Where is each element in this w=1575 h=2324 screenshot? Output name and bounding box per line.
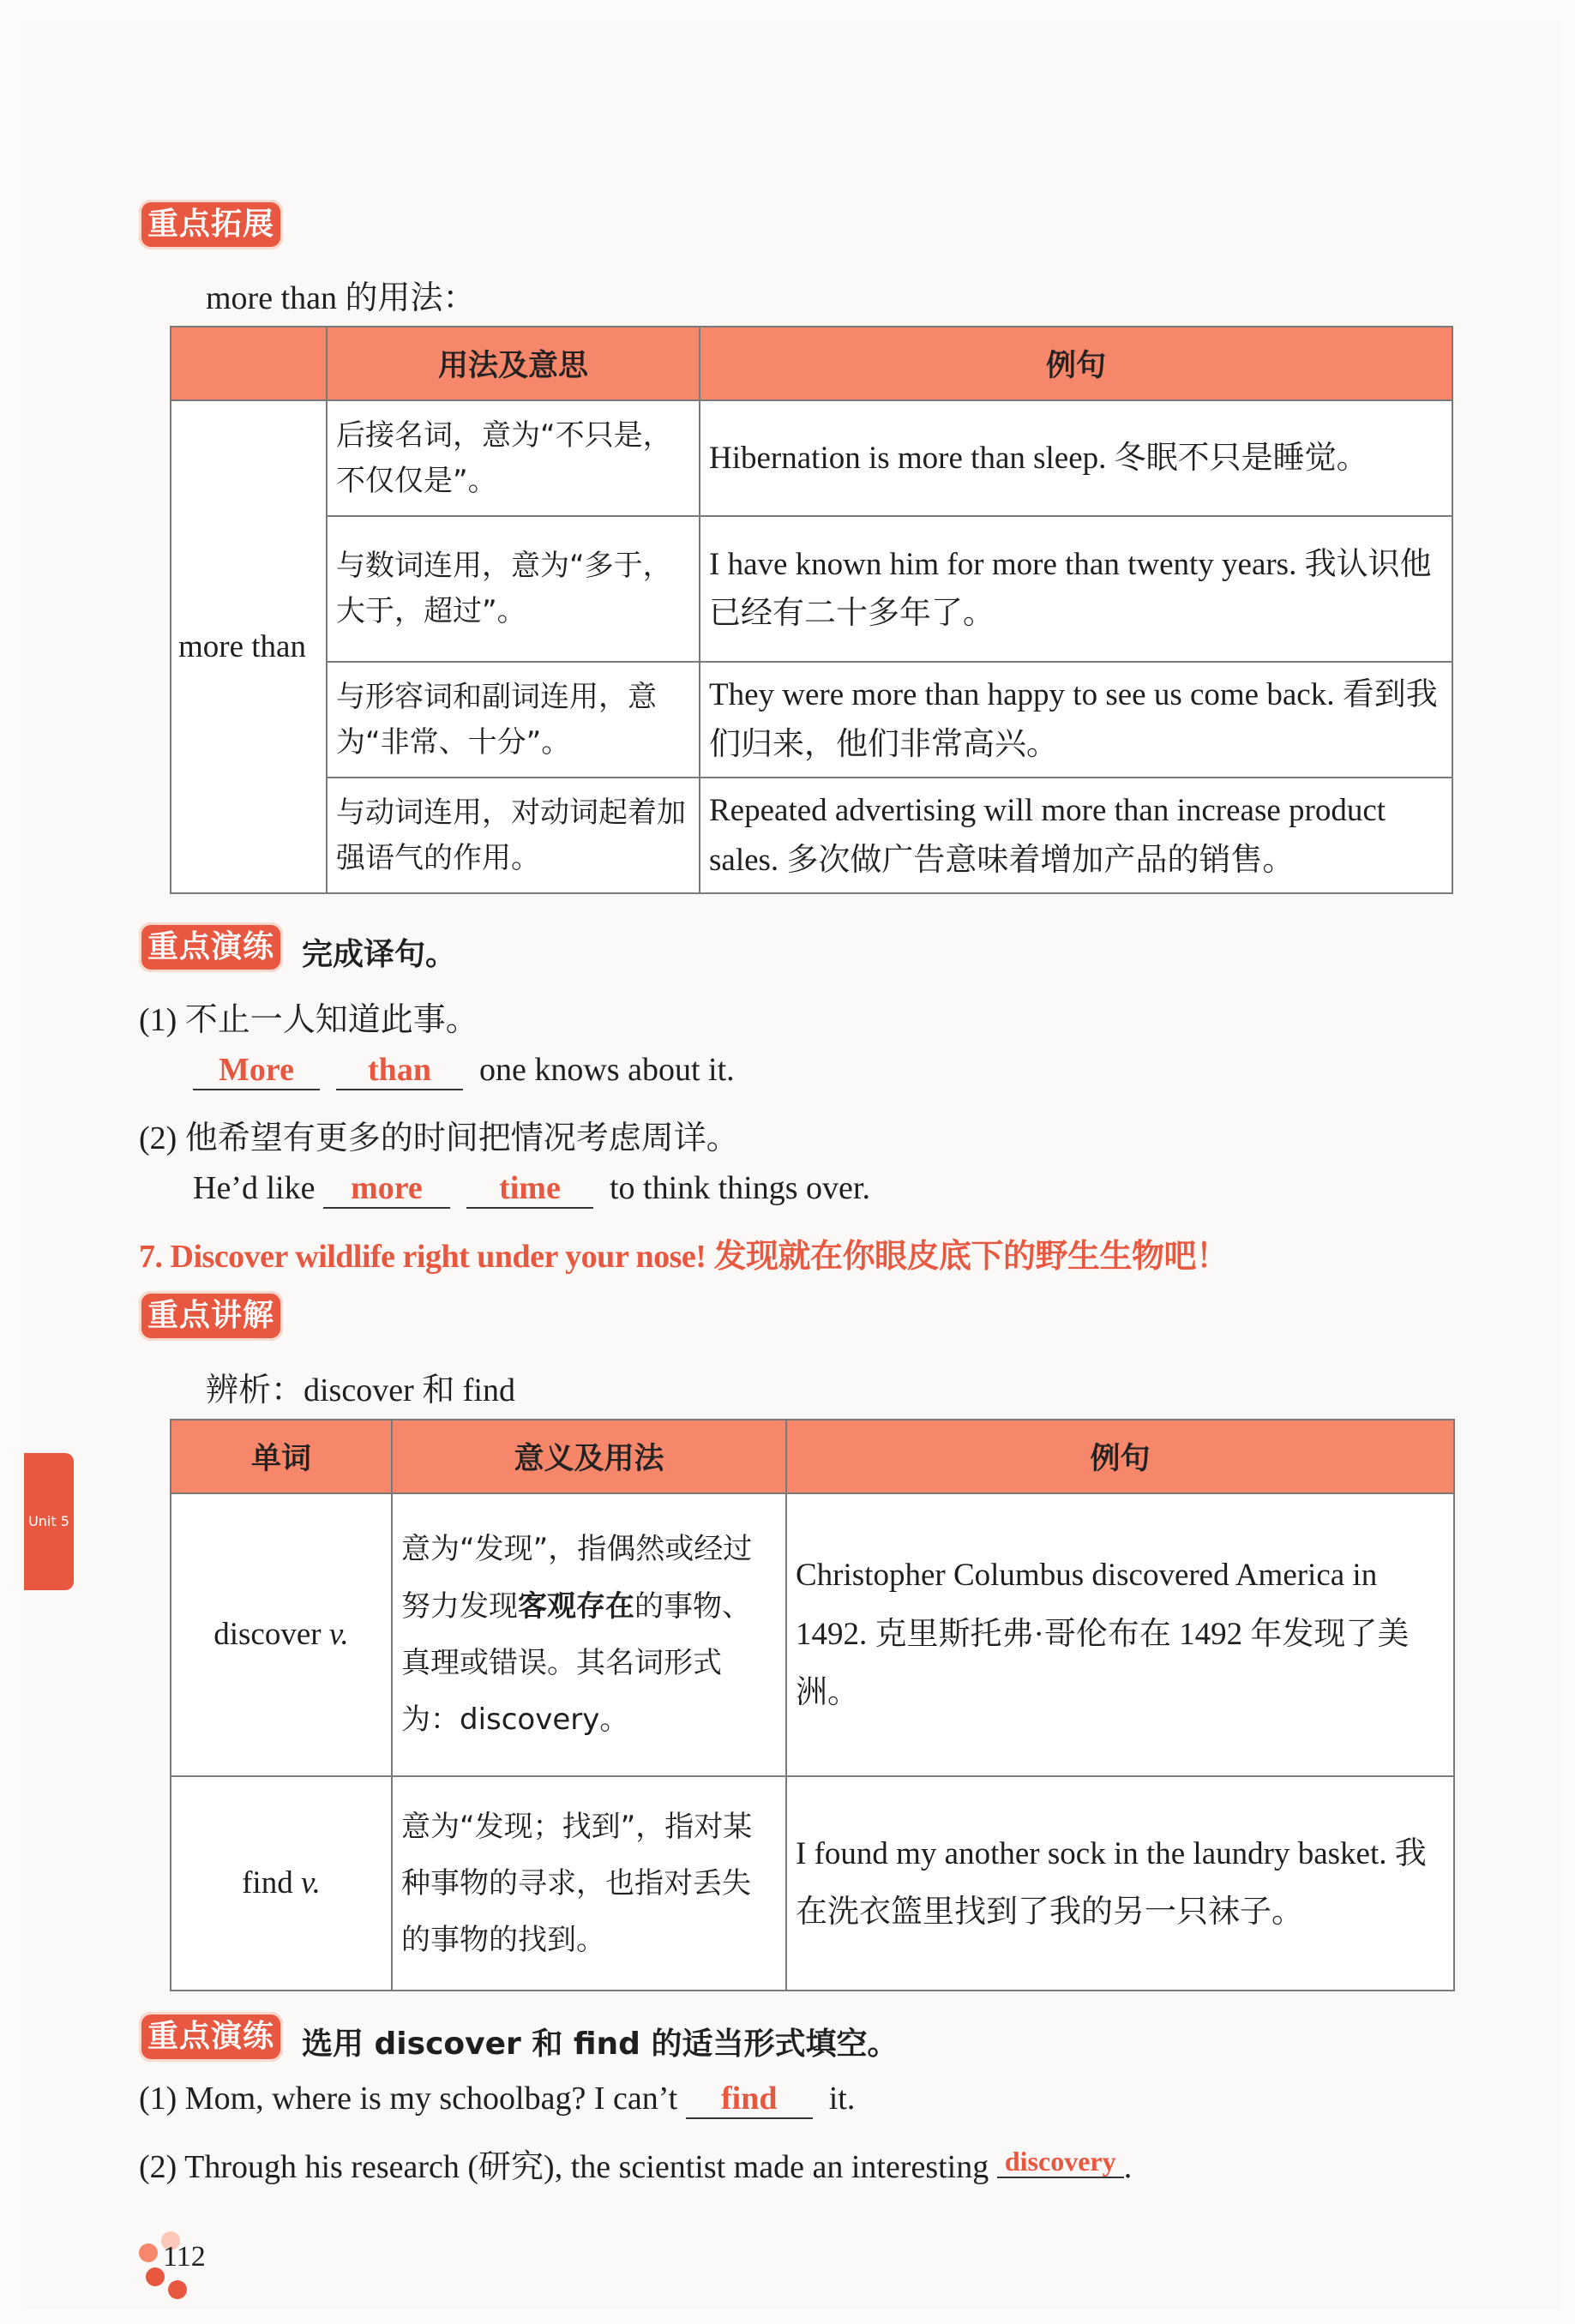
explain-intro: 辨析：discover 和 find: [206, 1372, 515, 1408]
question-1-en: [193, 1051, 735, 1090]
question-2-cn: (2) 他希望有更多的时间把情况考虑周详。: [139, 1120, 739, 1156]
part-of-speech: v.: [300, 1865, 321, 1901]
decor-dot: [168, 2280, 187, 2299]
header-usage: 用法及意思: [327, 327, 700, 400]
word: discover: [213, 1617, 322, 1653]
decor-dot: [139, 2243, 158, 2262]
expand-tag: 重点拓展: [139, 200, 283, 249]
table-row: [171, 778, 1452, 893]
explain-tag: 重点讲解: [139, 1291, 283, 1341]
example-cell: I have known him for more than twenty years. 我认识他已经有二十多年了。: [700, 516, 1452, 662]
question-text: (2) Through his research (研究), the scientist made an interesting: [139, 2149, 989, 2185]
answer-blank[interactable]: than: [336, 1053, 463, 1090]
example-cell: Hibernation is more than sleep. 冬眠不只是睡觉。: [700, 400, 1452, 516]
word-cell: [171, 1493, 392, 1776]
question-1-cn: (1) 不止一人知道此事。: [139, 1002, 478, 1038]
table-row: [171, 516, 1452, 662]
practice-instruction: 选用 discover 和 find 的适当形式填空。: [302, 2027, 899, 2062]
table-row: [171, 1776, 1454, 1991]
answer-blank[interactable]: time: [466, 1171, 593, 1209]
part-of-speech: v.: [328, 1617, 349, 1653]
answer-blank[interactable]: more: [323, 1171, 450, 1209]
answer-blank[interactable]: find: [686, 2081, 813, 2119]
example-cell: Christopher Columbus discovered America in 1492. 克里斯托弗·哥伦布在 1492 年发现了美洲。: [786, 1493, 1454, 1776]
header-example: 例句: [700, 327, 1452, 400]
question-text: it.: [828, 2081, 856, 2117]
usage-cell: 与数词连用，意为“多于，大于，超过”。: [327, 516, 700, 662]
usage-cell: 后接名词，意为“不只是，不仅仅是”。: [327, 400, 700, 516]
usage-cell: [392, 1493, 786, 1776]
table-row: [171, 662, 1452, 778]
header-blank: [171, 327, 327, 400]
question-text: He’d like: [193, 1170, 316, 1206]
question-2-en: [193, 1169, 870, 1209]
practice-tag: 重点演练: [139, 922, 283, 972]
more-than-table: [170, 326, 1453, 894]
decor-dot: [146, 2267, 165, 2286]
header-usage: 意义及用法: [392, 1420, 786, 1493]
question-text: one knows about it.: [479, 1052, 735, 1088]
usage-cell: 与形容词和副词连用，意为“非常、十分”。: [327, 662, 700, 778]
question-1: [139, 2080, 855, 2119]
example-cell: I found my another sock in the laundry basket. 我在洗衣篮里找到了我的另一只袜子。: [786, 1776, 1454, 1991]
usage-cell: 意为“发现；找到”，指对某种事物的寻求，也指对丢失的事物的找到。: [392, 1776, 786, 1991]
question-text: to think things over.: [609, 1170, 870, 1206]
answer-blank[interactable]: discovery: [997, 2147, 1124, 2178]
unit-label: Unit 5: [28, 1513, 69, 1529]
word-cell: [171, 1776, 392, 1991]
table-header-row: [171, 327, 1452, 400]
page-number: 112: [163, 2241, 206, 2273]
unit-side-tab: [24, 1453, 74, 1590]
usage-keyword: 客观存在: [518, 1588, 634, 1624]
usage-cell: 与动词连用，对动词起着加强语气的作用。: [327, 778, 700, 893]
example-cell: They were more than happy to see us come back. 看到我们归来，他们非常高兴。: [700, 662, 1452, 778]
usage-text: 意为“发现”，指偶然或经过努力发现: [401, 1532, 753, 1624]
question-text: .: [1123, 2149, 1133, 2185]
table-row: [171, 400, 1452, 516]
discover-find-table: [170, 1419, 1455, 1991]
row-label: more than: [171, 400, 327, 893]
usage-text: 的事物、真理或错误。其名词形式为：discovery。: [401, 1588, 751, 1738]
practice-instruction: 完成译句。: [302, 937, 457, 972]
example-cell: Repeated advertising will more than increase product sales. 多次做广告意味着增加产品的销售。: [700, 778, 1452, 893]
question-2: [139, 2140, 1132, 2187]
table-row: [171, 1493, 1454, 1776]
header-example: 例句: [786, 1420, 1454, 1493]
question-text: (1) Mom, where is my schoolbag? I can’t: [139, 2081, 678, 2117]
practice-tag: 重点演练: [139, 2012, 283, 2062]
word: find: [242, 1865, 293, 1901]
expand-intro: more than 的用法：: [206, 280, 476, 316]
table-header-row: [171, 1420, 1454, 1493]
section-7-heading: 7. Discover wildlife right under your nose! 发现就在你眼皮底下的野生生物吧！: [139, 1239, 1229, 1275]
answer-blank[interactable]: More: [193, 1053, 320, 1090]
header-word: 单词: [171, 1420, 392, 1493]
